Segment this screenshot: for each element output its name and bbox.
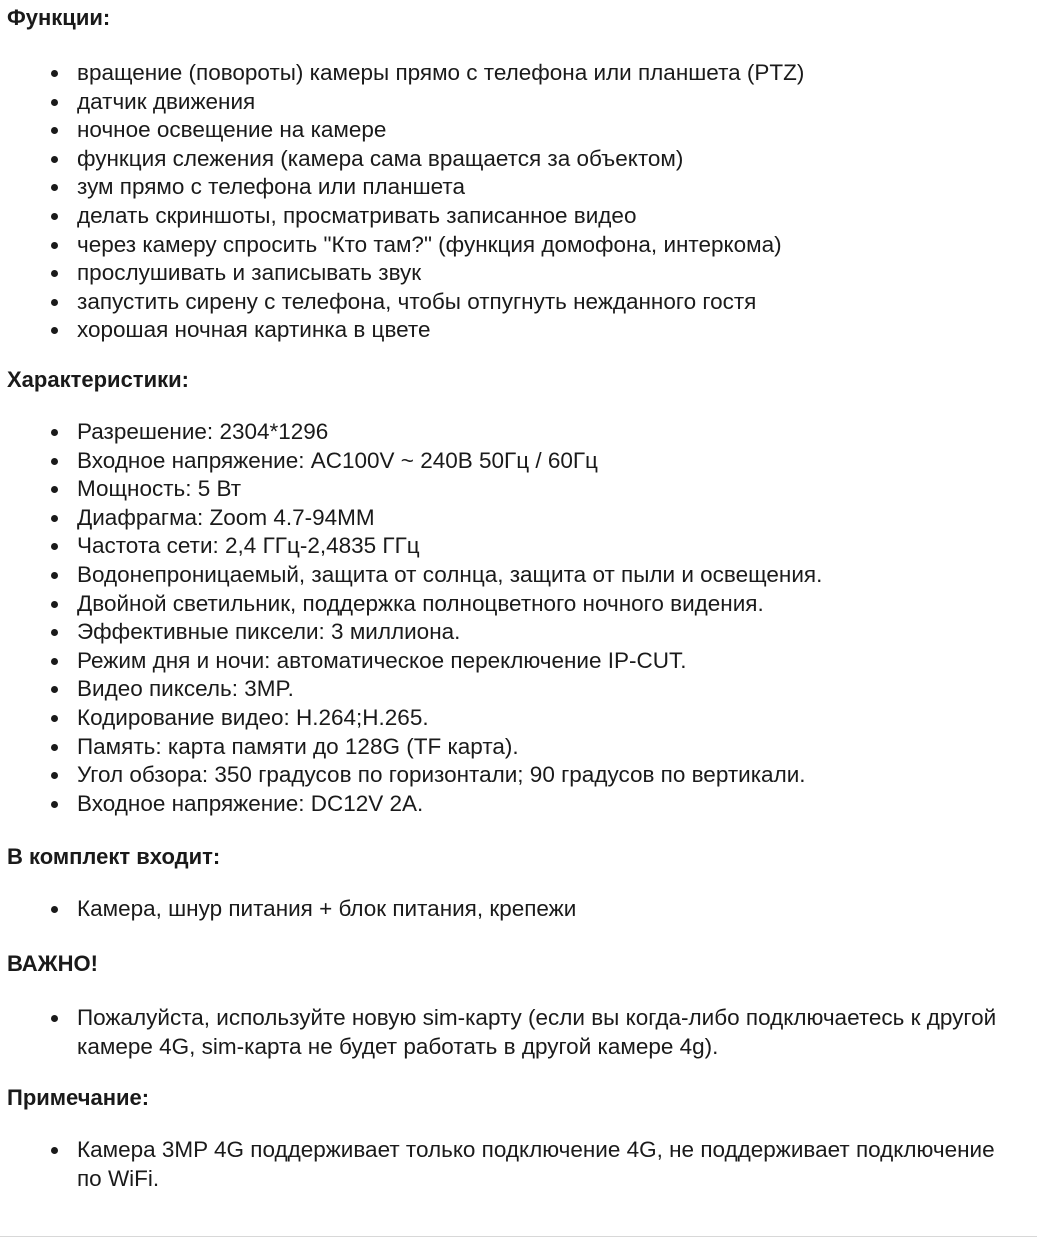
list-item — [0, 733, 1030, 762]
bullet-icon — [51, 715, 58, 722]
section-heading: В комплект входит: — [7, 844, 221, 869]
bullet-icon — [51, 772, 58, 779]
list-item-text: Видео пиксель: 3MP. — [77, 676, 294, 702]
list-item-text: Пожалуйста, используйте новую sim-карту (если вы когда-либо подключаетесь к другой камере 4G, sim-карта не будет работать в другой камере 4g). — [77, 1005, 997, 1059]
bottom-divider — [0, 1236, 1037, 1237]
bullet-icon — [51, 1015, 58, 1022]
list-item — [0, 590, 1030, 619]
list-item-text: через камеру спросить "Кто там?" (функция домофона, интеркома) — [77, 231, 782, 257]
bullet-icon — [51, 184, 58, 191]
bullet-icon — [51, 327, 58, 334]
list-item-text: Частота сети: 2,4 ГГц-2,4835 ГГц — [77, 533, 420, 559]
section-important — [0, 950, 1030, 1061]
section-heading: Примечание: — [7, 1085, 150, 1110]
list-item — [0, 59, 1030, 88]
list-item — [0, 475, 1030, 504]
list-item-text: вращение (повороты) камеры прямо с телефона или планшета (PTZ) — [77, 60, 805, 85]
bullet-icon — [51, 213, 58, 220]
bullet-icon — [51, 242, 58, 249]
list-item — [0, 532, 1030, 561]
list-item-text: зум прямо с телефона или планшета — [77, 174, 465, 200]
list-item — [0, 288, 1030, 317]
bullet-icon — [51, 127, 58, 134]
list-item — [0, 316, 1030, 345]
bullet-list — [0, 895, 1030, 924]
section-functions — [0, 4, 1030, 345]
bullet-icon — [51, 515, 58, 522]
bullet-icon — [51, 572, 58, 579]
list-item-text: Режим дня и ночи: автоматическое переключение IP-CUT. — [77, 647, 687, 673]
section-note — [0, 1084, 1030, 1193]
bullet-list — [0, 59, 1030, 345]
list-item-text: Кодирование видео: H.264;H.265. — [77, 704, 429, 730]
list-item — [0, 259, 1030, 288]
list-item — [0, 88, 1030, 117]
bullet-icon — [51, 601, 58, 608]
list-item — [0, 418, 1030, 447]
list-item-text: Двойной светильник, поддержка полноцветного ночного видения. — [77, 590, 764, 616]
list-item-text: Разрешение: 2304*1296 — [77, 419, 329, 444]
list-item — [0, 561, 1030, 590]
list-item-text: хорошая ночная картинка в цвете — [77, 317, 431, 343]
list-item-text: Водонепроницаемый, защита от солнца, защита от пыли и освещения. — [77, 561, 823, 587]
bullet-icon — [51, 906, 58, 913]
bullet-icon — [51, 70, 58, 77]
bullet-list — [0, 418, 1030, 818]
list-item — [0, 173, 1030, 202]
bullet-icon — [51, 744, 58, 751]
list-item — [0, 504, 1030, 533]
list-item — [0, 675, 1030, 704]
list-item-text: Память: карта памяти до 128G (TF карта). — [77, 733, 519, 759]
bullet-icon — [51, 629, 58, 636]
list-item — [0, 1004, 1030, 1061]
section-heading: Характеристики: — [7, 367, 189, 392]
list-item — [0, 647, 1030, 676]
list-item-text: ночное освещение на камере — [77, 117, 387, 143]
list-item-text: прослушивать и записывать звук — [77, 260, 422, 286]
list-item-text: Мощность: 5 Вт — [77, 476, 242, 502]
list-item — [0, 1136, 1030, 1193]
list-item — [0, 895, 1030, 924]
list-item-text: Диафрагма: Zoom 4.7-94MM — [77, 504, 375, 530]
section-specifications — [0, 366, 1030, 818]
bullet-icon — [51, 801, 58, 808]
bullet-icon — [51, 429, 58, 436]
bullet-icon — [51, 458, 58, 465]
list-item-text: Входное напряжение: DC12V 2A. — [77, 790, 424, 816]
bullet-icon — [51, 486, 58, 493]
section-package-contents — [0, 843, 1030, 924]
bullet-icon — [51, 99, 58, 106]
section-heading: Функции: — [7, 5, 111, 30]
list-item — [0, 618, 1030, 647]
section-heading: ВАЖНО! — [7, 951, 98, 976]
list-item — [0, 145, 1030, 174]
list-item-text: функция слежения (камера сама вращается за объектом) — [77, 145, 684, 171]
list-item-text: датчик движения — [77, 88, 256, 114]
bullet-icon — [51, 156, 58, 163]
list-item-text: Камера, шнур питания + блок питания, крепежи — [77, 896, 577, 921]
list-item-text: Угол обзора: 350 градусов по горизонтали; 90 градусов по вертикали. — [77, 762, 806, 788]
list-item-text: Входное напряжение: AC100V ~ 240В 50Гц / 60Гц — [77, 447, 598, 473]
bullet-icon — [51, 270, 58, 277]
bullet-icon — [51, 543, 58, 550]
bullet-list — [0, 1136, 1030, 1193]
list-item — [0, 447, 1030, 476]
list-item — [0, 116, 1030, 145]
list-item — [0, 231, 1030, 260]
list-item-text: запустить сирену с телефона, чтобы отпугнуть нежданного гостя — [77, 288, 757, 314]
list-item — [0, 790, 1030, 819]
list-item — [0, 202, 1030, 231]
list-item-text: Камера 3MP 4G поддерживает только подключение 4G, не поддерживает подключение по WiFi. — [77, 1137, 995, 1191]
list-item — [0, 704, 1030, 733]
bullet-icon — [51, 658, 58, 665]
list-item — [0, 761, 1030, 790]
list-item-text: делать скриншоты, просматривать записанное видео — [77, 202, 637, 228]
list-item-text: Эффективные пиксели: 3 миллиона. — [77, 619, 461, 645]
bullet-icon — [51, 1147, 58, 1154]
bullet-icon — [51, 686, 58, 693]
bullet-list — [0, 1004, 1030, 1061]
bullet-icon — [51, 299, 58, 306]
